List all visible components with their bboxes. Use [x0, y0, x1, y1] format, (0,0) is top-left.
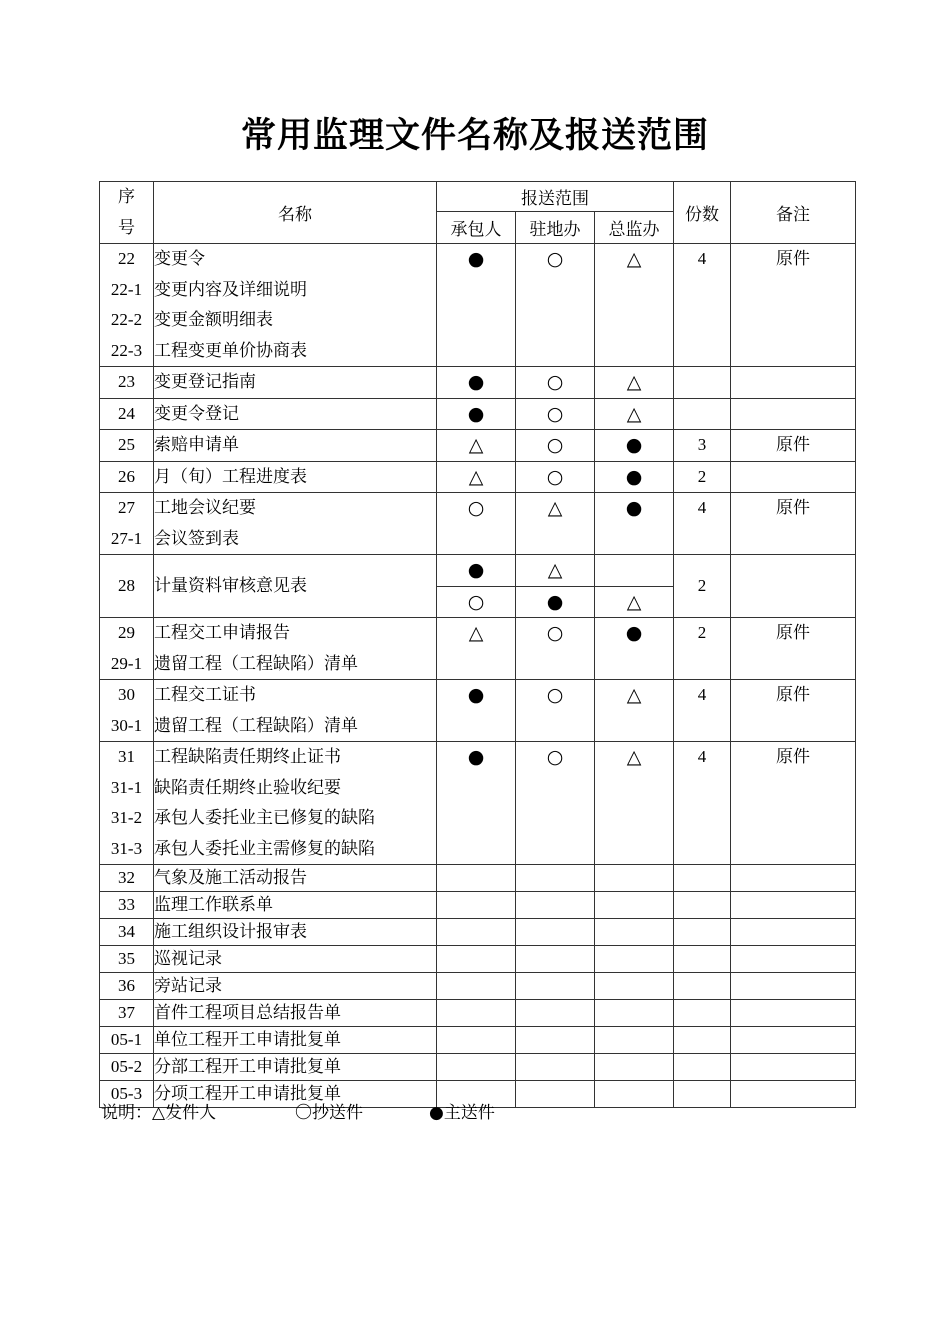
header-seq-line1: 序 [118, 187, 135, 207]
copies-value: 4 [697, 747, 707, 766]
mark-resident [516, 398, 595, 430]
mark-contractor [437, 865, 516, 892]
table-row [100, 1054, 856, 1081]
mark-symbol: △ [626, 248, 642, 270]
row-seq [100, 555, 154, 618]
seq-number: 31-2 [110, 808, 143, 827]
header-scope: 报送范围 [437, 182, 674, 212]
table-row [100, 1000, 856, 1027]
mark-resident [516, 461, 595, 493]
row-name [154, 430, 437, 462]
mark-resident [516, 680, 595, 742]
remarks-value: 原件 [776, 249, 810, 269]
mark-symbol: ○ [546, 248, 564, 270]
mark-resident [516, 618, 595, 680]
row-remarks [731, 919, 856, 946]
mark-resident [516, 742, 595, 865]
file-name: 分项工程开工申请批复单 [154, 1084, 341, 1104]
row-name [154, 919, 437, 946]
file-name: 巡视记录 [154, 949, 222, 969]
mark-contractor [437, 892, 516, 919]
mark-symbol: △ [626, 746, 642, 768]
copies-value: 2 [697, 623, 707, 642]
mark-chief [595, 742, 674, 865]
row-copies [674, 919, 731, 946]
row-copies [674, 973, 731, 1000]
seq-number: 31-1 [110, 777, 143, 797]
mark-chief [595, 919, 674, 946]
row-copies [674, 367, 731, 399]
mark-symbol: △ [547, 559, 563, 581]
table-row [100, 367, 856, 399]
mark-symbol: ○ [546, 746, 564, 768]
row-remarks [731, 892, 856, 919]
copies-value: 3 [697, 435, 707, 454]
row-seq [100, 398, 154, 430]
mark-symbol: △ [626, 684, 642, 706]
mark-contractor [437, 398, 516, 430]
row-remarks [731, 1027, 856, 1054]
row-seq [100, 618, 154, 680]
mark-symbol: △ [468, 434, 484, 456]
mark-symbol: △ [547, 497, 563, 519]
table-row [100, 1027, 856, 1054]
mark-resident [516, 555, 595, 587]
mark-contractor [437, 555, 516, 587]
seq-number: 31 [118, 747, 135, 766]
mark-contractor [437, 618, 516, 680]
row-remarks [731, 680, 856, 742]
row-copies [674, 946, 731, 973]
file-name: 变更金额明细表 [154, 310, 273, 330]
mark-contractor [437, 493, 516, 555]
seq-number: 26 [118, 466, 135, 486]
file-name: 单位工程开工申请批复单 [154, 1030, 341, 1050]
table-row [100, 461, 856, 493]
row-seq [100, 367, 154, 399]
remarks-value [731, 571, 855, 602]
mark-resident [516, 493, 595, 555]
mark-resident [516, 244, 595, 367]
mark-contractor [437, 367, 516, 399]
header-resident-office: 驻地办 [516, 212, 595, 244]
seq-number: 27-1 [110, 528, 143, 548]
copies-value: 4 [697, 498, 707, 517]
file-name: 旁站记录 [154, 976, 222, 996]
row-seq [100, 1027, 154, 1054]
row-name [154, 680, 437, 742]
file-name: 会议签到表 [154, 528, 239, 549]
copies-value [674, 367, 730, 398]
row-copies [674, 1000, 731, 1027]
table-row [100, 618, 856, 680]
mark-resident [516, 865, 595, 892]
file-name: 承包人委托业主需修复的缺陷 [154, 838, 375, 859]
row-name [154, 742, 437, 865]
remarks-value: 原件 [776, 685, 810, 705]
mark-resident [516, 892, 595, 919]
file-name: 缺陷责任期终止验收纪要 [154, 777, 341, 798]
legend-main: ●主送件 [429, 1103, 495, 1123]
row-seq [100, 1000, 154, 1027]
header-seq-line2: 号 [118, 217, 135, 238]
mark-symbol: △ [626, 590, 642, 613]
seq-number: 23 [118, 372, 135, 391]
copies-value: 4 [697, 249, 707, 268]
file-name: 索赔申请单 [154, 435, 239, 455]
row-name [154, 398, 437, 430]
mark-chief [595, 892, 674, 919]
mark-symbol: ● [467, 248, 485, 270]
remarks-value: 原件 [776, 435, 810, 455]
legend [101, 1100, 495, 1126]
row-name [154, 618, 437, 680]
row-remarks [731, 555, 856, 618]
row-copies [674, 618, 731, 680]
mark-chief [595, 973, 674, 1000]
row-seq [100, 742, 154, 865]
mark-symbol: ● [625, 497, 643, 519]
mark-resident [516, 1081, 595, 1108]
seq-number: 37 [118, 1003, 135, 1022]
row-copies [674, 1081, 731, 1108]
mark-symbol [595, 555, 673, 586]
mark-resident [516, 586, 595, 618]
mark-chief [595, 244, 674, 367]
row-copies [674, 244, 731, 367]
mark-symbol: ○ [546, 402, 564, 425]
file-name: 气象及施工活动报告 [154, 868, 307, 888]
row-name [154, 367, 437, 399]
row-seq [100, 493, 154, 555]
row-remarks [731, 461, 856, 493]
seq-number: 22-1 [110, 279, 143, 299]
mark-symbol: ● [467, 402, 485, 425]
row-name [154, 1027, 437, 1054]
mark-symbol: ○ [546, 371, 564, 393]
row-seq [100, 865, 154, 892]
remarks-value: 原件 [776, 747, 810, 767]
mark-chief [595, 398, 674, 430]
seq-number: 29 [118, 623, 135, 642]
row-copies [674, 398, 731, 430]
table-row [100, 398, 856, 430]
mark-resident [516, 1000, 595, 1027]
row-copies [674, 430, 731, 462]
row-seq [100, 946, 154, 973]
mark-resident [516, 946, 595, 973]
copies-value: 2 [697, 466, 707, 486]
mark-symbol: △ [626, 371, 642, 393]
row-copies [674, 680, 731, 742]
remarks-value: 原件 [776, 623, 810, 643]
mark-chief [595, 1054, 674, 1081]
mark-symbol: ● [625, 465, 643, 488]
file-name: 施工组织设计报审表 [154, 922, 307, 942]
table-row [100, 919, 856, 946]
mark-symbol: ○ [546, 465, 564, 488]
mark-resident [516, 367, 595, 399]
mark-resident [516, 973, 595, 1000]
copies-value [674, 399, 730, 430]
table-row [100, 892, 856, 919]
file-name: 监理工作联系单 [154, 895, 273, 915]
mark-contractor [437, 244, 516, 367]
mark-contractor [437, 461, 516, 493]
mark-contractor [437, 973, 516, 1000]
row-remarks [731, 946, 856, 973]
page-title: 常用监理文件名称及报送范围 [240, 116, 709, 156]
mark-chief [595, 586, 674, 618]
seq-number: 33 [118, 895, 135, 914]
row-name [154, 1000, 437, 1027]
mark-contractor [437, 586, 516, 618]
mark-chief [595, 865, 674, 892]
row-copies [674, 1054, 731, 1081]
table-row [100, 555, 856, 587]
file-name: 首件工程项目总结报告单 [154, 1003, 341, 1023]
header-seq [100, 182, 154, 244]
seq-number: 31-3 [110, 838, 143, 858]
file-name: 遗留工程（工程缺陷）清单 [154, 715, 358, 736]
row-remarks [731, 1081, 856, 1108]
row-seq [100, 1054, 154, 1081]
mark-symbol: ○ [467, 590, 485, 613]
file-name: 变更令登记 [154, 403, 239, 424]
file-name: 工程变更单价协商表 [154, 340, 307, 361]
seq-number: 22-2 [110, 310, 143, 329]
row-seq [100, 892, 154, 919]
row-remarks [731, 973, 856, 1000]
mark-symbol: ● [467, 746, 485, 768]
mark-symbol: ○ [546, 434, 564, 456]
seq-number: 24 [118, 403, 135, 423]
table-row [100, 742, 856, 865]
mark-symbol: ○ [546, 684, 564, 706]
mark-chief [595, 367, 674, 399]
header-contractor: 承包人 [437, 212, 516, 244]
mark-symbol: △ [626, 402, 642, 425]
mark-resident [516, 1027, 595, 1054]
remarks-value [731, 399, 855, 430]
row-remarks [731, 493, 856, 555]
copies-value: 4 [697, 685, 707, 704]
mark-symbol: ● [625, 434, 643, 456]
row-copies [674, 1027, 731, 1054]
seq-number: 34 [118, 922, 135, 941]
seq-number: 28 [118, 575, 135, 595]
seq-number: 22-3 [110, 340, 143, 360]
seq-number: 29-1 [110, 653, 143, 673]
row-remarks [731, 367, 856, 399]
mark-contractor [437, 1027, 516, 1054]
mark-chief [595, 1027, 674, 1054]
legend-sender: △发件人 [152, 1103, 217, 1123]
remarks-value: 原件 [776, 498, 810, 518]
mark-contractor [437, 919, 516, 946]
mark-chief [595, 430, 674, 462]
seq-number: 05-1 [110, 1030, 143, 1049]
row-remarks [731, 865, 856, 892]
row-name [154, 946, 437, 973]
seq-number: 30-1 [110, 715, 143, 735]
header-name: 名称 [154, 182, 437, 244]
seq-number: 32 [118, 868, 135, 887]
mark-chief [595, 618, 674, 680]
remarks-value [731, 462, 855, 493]
header-chief-office: 总监办 [595, 212, 674, 244]
mark-chief [595, 555, 674, 587]
mark-resident [516, 919, 595, 946]
row-remarks [731, 742, 856, 865]
mark-chief [595, 461, 674, 493]
header-remarks: 备注 [731, 182, 856, 244]
mark-symbol: ● [467, 559, 485, 581]
mark-contractor [437, 742, 516, 865]
file-name: 工程缺陷责任期终止证书 [154, 747, 341, 767]
seq-number: 30 [118, 685, 135, 704]
row-seq [100, 430, 154, 462]
mark-contractor [437, 946, 516, 973]
mark-symbol: ● [546, 590, 564, 613]
row-seq [100, 244, 154, 367]
seq-number: 25 [118, 435, 135, 454]
mark-contractor [437, 1054, 516, 1081]
mark-symbol: △ [468, 622, 484, 644]
seq-number: 36 [118, 976, 135, 995]
mark-symbol: ○ [467, 497, 485, 519]
mark-contractor [437, 680, 516, 742]
copies-value: 2 [697, 575, 707, 595]
row-seq [100, 973, 154, 1000]
row-remarks [731, 618, 856, 680]
mark-chief [595, 493, 674, 555]
row-remarks [731, 398, 856, 430]
file-name: 分部工程开工申请批复单 [154, 1057, 341, 1077]
row-seq [100, 680, 154, 742]
document-table [99, 181, 856, 1108]
mark-chief [595, 1000, 674, 1027]
mark-symbol: ● [467, 684, 485, 706]
mark-symbol: ● [467, 371, 485, 393]
legend-copy: 〇抄送件 [295, 1103, 363, 1123]
row-name [154, 892, 437, 919]
row-seq [100, 919, 154, 946]
file-name: 工程交工申请报告 [154, 623, 290, 643]
legend-label: 说明： [101, 1103, 152, 1123]
mark-resident [516, 430, 595, 462]
file-name: 变更登记指南 [154, 372, 256, 392]
mark-symbol: ○ [546, 622, 564, 644]
table-row [100, 865, 856, 892]
file-name: 变更令 [154, 249, 205, 269]
seq-number: 27 [118, 498, 135, 517]
mark-contractor [437, 430, 516, 462]
row-seq [100, 461, 154, 493]
header-copies: 份数 [674, 182, 731, 244]
table-row [100, 680, 856, 742]
row-remarks [731, 1054, 856, 1081]
seq-number: 05-3 [110, 1084, 143, 1103]
mark-contractor [437, 1000, 516, 1027]
row-name [154, 244, 437, 367]
mark-chief [595, 1081, 674, 1108]
row-remarks [731, 430, 856, 462]
row-name [154, 493, 437, 555]
row-remarks [731, 1000, 856, 1027]
table-row [100, 946, 856, 973]
file-name: 变更内容及详细说明 [154, 279, 307, 300]
row-copies [674, 493, 731, 555]
remarks-value [731, 367, 855, 398]
file-name: 遗留工程（工程缺陷）清单 [154, 653, 358, 674]
row-name [154, 973, 437, 1000]
mark-resident [516, 1054, 595, 1081]
seq-number: 05-2 [110, 1057, 143, 1076]
mark-chief [595, 680, 674, 742]
row-copies [674, 461, 731, 493]
table-row [100, 430, 856, 462]
row-name [154, 461, 437, 493]
file-name: 工程交工证书 [154, 685, 256, 705]
table-row [100, 973, 856, 1000]
mark-symbol: ● [625, 622, 643, 644]
file-name: 计量资料审核意见表 [154, 575, 307, 596]
seq-number: 22 [118, 249, 135, 268]
row-copies [674, 555, 731, 618]
row-name [154, 865, 437, 892]
row-copies [674, 892, 731, 919]
row-remarks [731, 244, 856, 367]
row-copies [674, 742, 731, 865]
file-name: 工地会议纪要 [154, 498, 256, 518]
row-name [154, 555, 437, 618]
file-name: 月（旬）工程进度表 [154, 466, 307, 487]
seq-number: 35 [118, 949, 135, 968]
row-copies [674, 865, 731, 892]
table-row [100, 493, 856, 555]
row-name [154, 1054, 437, 1081]
mark-symbol: △ [468, 465, 484, 488]
mark-chief [595, 946, 674, 973]
file-name: 承包人委托业主已修复的缺陷 [154, 808, 375, 828]
table-row [100, 244, 856, 367]
